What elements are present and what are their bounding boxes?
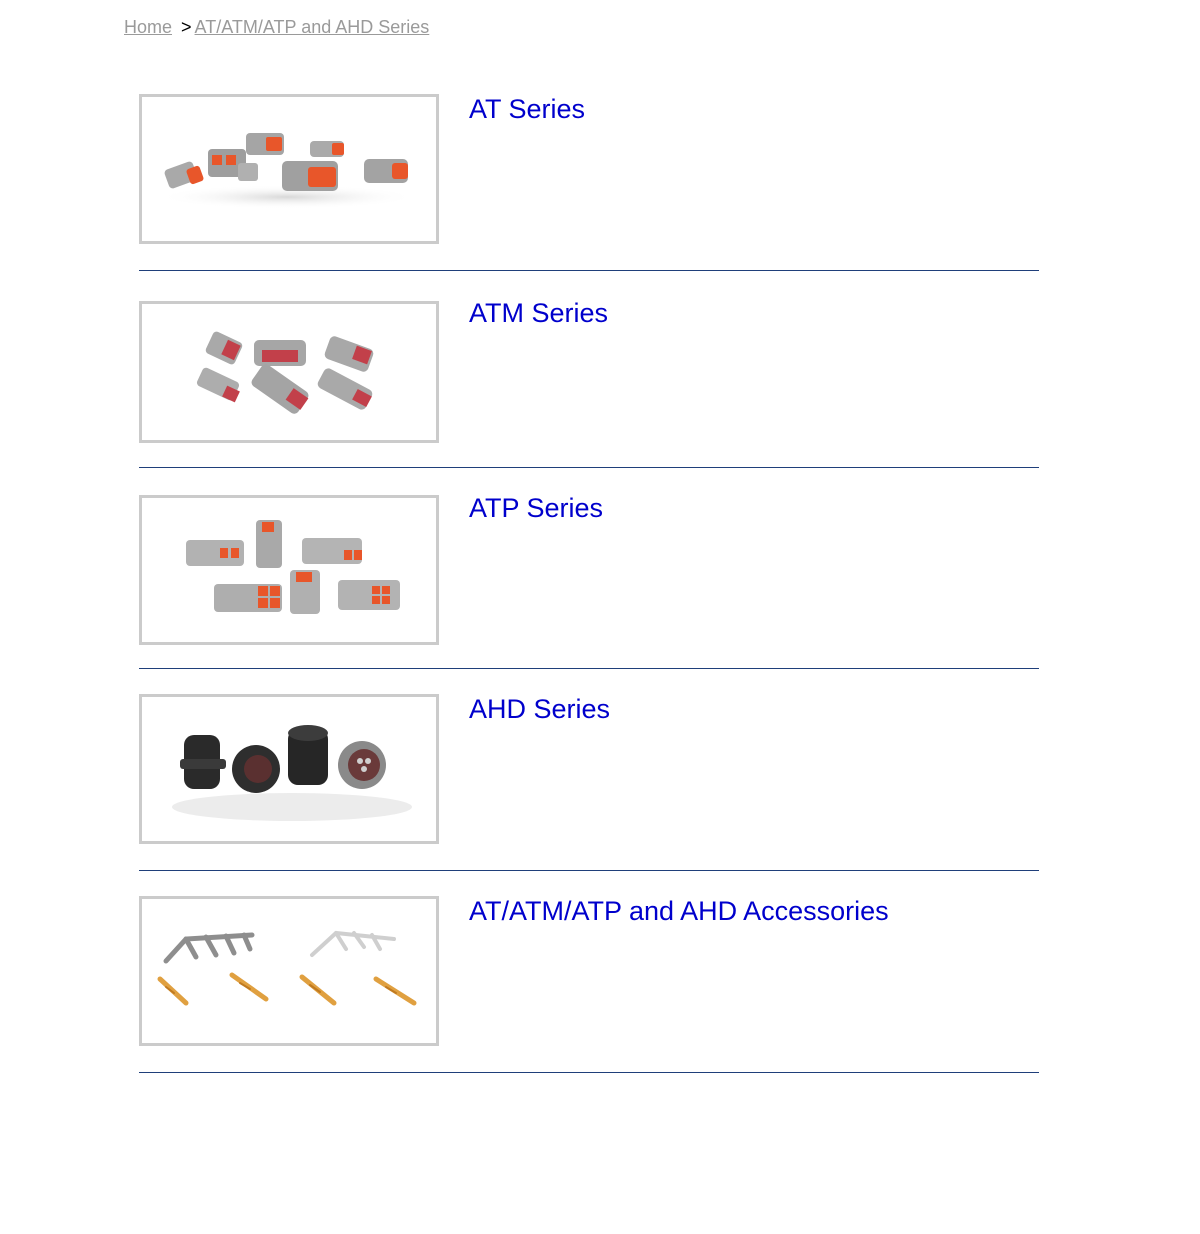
atm-series-thumbnail[interactable] bbox=[139, 301, 439, 443]
product-item-atm-series bbox=[139, 296, 1039, 468]
breadcrumb-current-link[interactable]: AT/ATM/ATP and AHD Series bbox=[194, 17, 430, 37]
breadcrumb-separator: > bbox=[181, 17, 192, 37]
product-item-atp-series bbox=[139, 493, 1039, 669]
product-list bbox=[139, 94, 1039, 1098]
atm-series-title-link[interactable]: ATM Series bbox=[469, 298, 609, 328]
atp-series-title-link[interactable]: ATP Series bbox=[469, 493, 604, 523]
product-item-at-series bbox=[139, 94, 1039, 271]
ahd-series-connectors-image bbox=[142, 697, 436, 841]
product-item-accessories bbox=[139, 896, 1039, 1073]
accessories-thumbnail[interactable] bbox=[139, 896, 439, 1046]
breadcrumb bbox=[124, 17, 429, 38]
breadcrumb-home-link[interactable]: Home bbox=[124, 17, 173, 37]
product-item-ahd-series bbox=[139, 694, 1039, 871]
ahd-series-title-link[interactable]: AHD Series bbox=[469, 694, 611, 724]
at-series-title-link[interactable]: AT Series bbox=[469, 94, 586, 124]
atm-series-connectors-image bbox=[142, 304, 436, 440]
at-series-thumbnail[interactable] bbox=[139, 94, 439, 244]
accessories-title-link[interactable]: AT/ATM/ATP and AHD Accessories bbox=[469, 896, 889, 926]
atp-series-thumbnail[interactable] bbox=[139, 495, 439, 645]
atp-series-connectors-image bbox=[142, 498, 436, 642]
at-series-connectors-image bbox=[142, 97, 436, 241]
accessories-contacts-image bbox=[142, 899, 436, 1043]
ahd-series-thumbnail[interactable] bbox=[139, 694, 439, 844]
